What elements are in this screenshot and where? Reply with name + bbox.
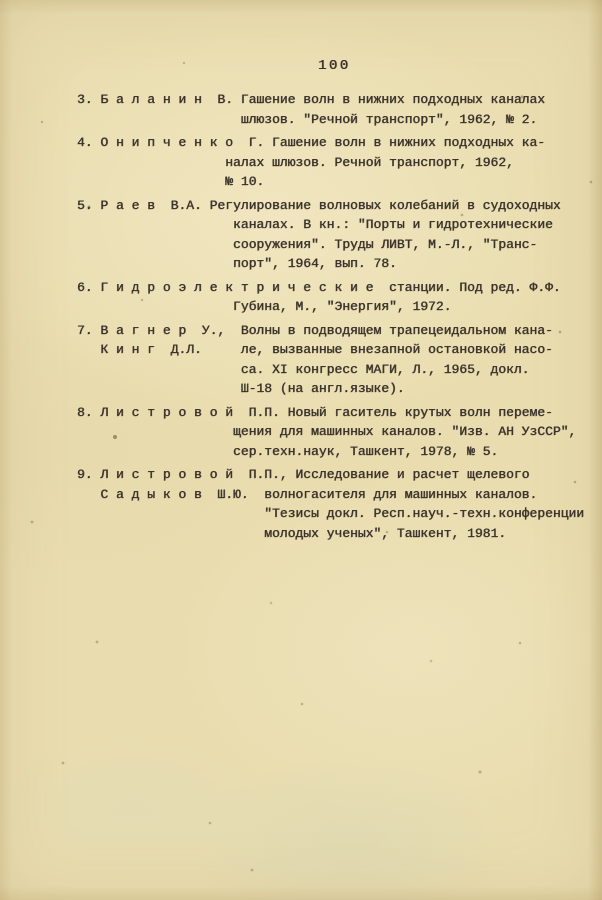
- reference-line: 3. Б а л а н и н В. Гашение волн в нижних подходных каналах: [77, 92, 546, 107]
- reference-entry-8: [77, 403, 584, 462]
- reference-line: сооружения". Труды ЛИВТ, М.-Л., "Транс-: [77, 236, 538, 252]
- reference-line: налах шлюзов. Речной транспорт, 1962,: [77, 154, 514, 170]
- reference-entry-9: [77, 465, 584, 543]
- reference-line: 9. Л и с т р о в о й П.П., Исследование и расчет щелевого: [77, 467, 530, 482]
- reference-entry-6: [77, 278, 584, 317]
- reference-line: "Тезисы докл. Респ.науч.-техн.конференции: [77, 506, 585, 521]
- reference-entry-5: [77, 196, 584, 274]
- page-number: 100: [318, 58, 351, 74]
- reference-entry-7: [77, 321, 584, 399]
- reference-line: каналах. В кн.: "Порты и гидротехнические: [77, 217, 553, 232]
- reference-line: шлюзов. "Речной транспорт", 1962, № 2.: [77, 111, 538, 127]
- reference-entry-3: [77, 90, 584, 129]
- reference-line: Губина, М., "Энергия", 1972.: [77, 299, 452, 314]
- reference-entry-4: [77, 133, 584, 192]
- reference-line: К и н г Д.Л. ле, вызванные внезапной остановкой насо-: [77, 342, 553, 357]
- reference-line: порт", 1964, вып. 78.: [77, 256, 397, 271]
- reference-line: са. XI конгресс МАГИ, Л., 1965, докл.: [77, 361, 530, 377]
- reference-line: С а д ы к о в Ш.Ю. волногасителя для машинных каналов.: [77, 486, 538, 502]
- reference-line: молодых ученых", Ташкент, 1981.: [77, 525, 507, 541]
- paper-texture-specks: [0, 0, 2, 2]
- reference-line: 6. Г и д р о э л е к т р и ч е с к и е станции. Под ред. Ф.Ф.: [77, 279, 561, 295]
- reference-line: 5. Р а е в В.А. Регулирование волновых колебаний в судоходных: [77, 197, 561, 213]
- reference-line: 7. В а г н е р У., Волны в подводящем трапецеидальном кана-: [77, 322, 553, 338]
- reference-line: Ш-18 (на англ.языке).: [77, 381, 405, 396]
- reference-line: 8. Л и с т р о в о й П.П. Новый гаситель крутых волн переме-: [77, 404, 553, 420]
- reference-line: № 10.: [77, 174, 265, 189]
- reference-line: 4. О н и п ч е н к о Г. Гашение волн в нижних подходных ка-: [77, 135, 546, 150]
- references-list: [77, 90, 584, 547]
- reference-line: сер.техн.наук, Ташкент, 1978, № 5.: [77, 443, 499, 459]
- reference-line: щения для машинных каналов. "Изв. АН УзССР",: [77, 424, 577, 439]
